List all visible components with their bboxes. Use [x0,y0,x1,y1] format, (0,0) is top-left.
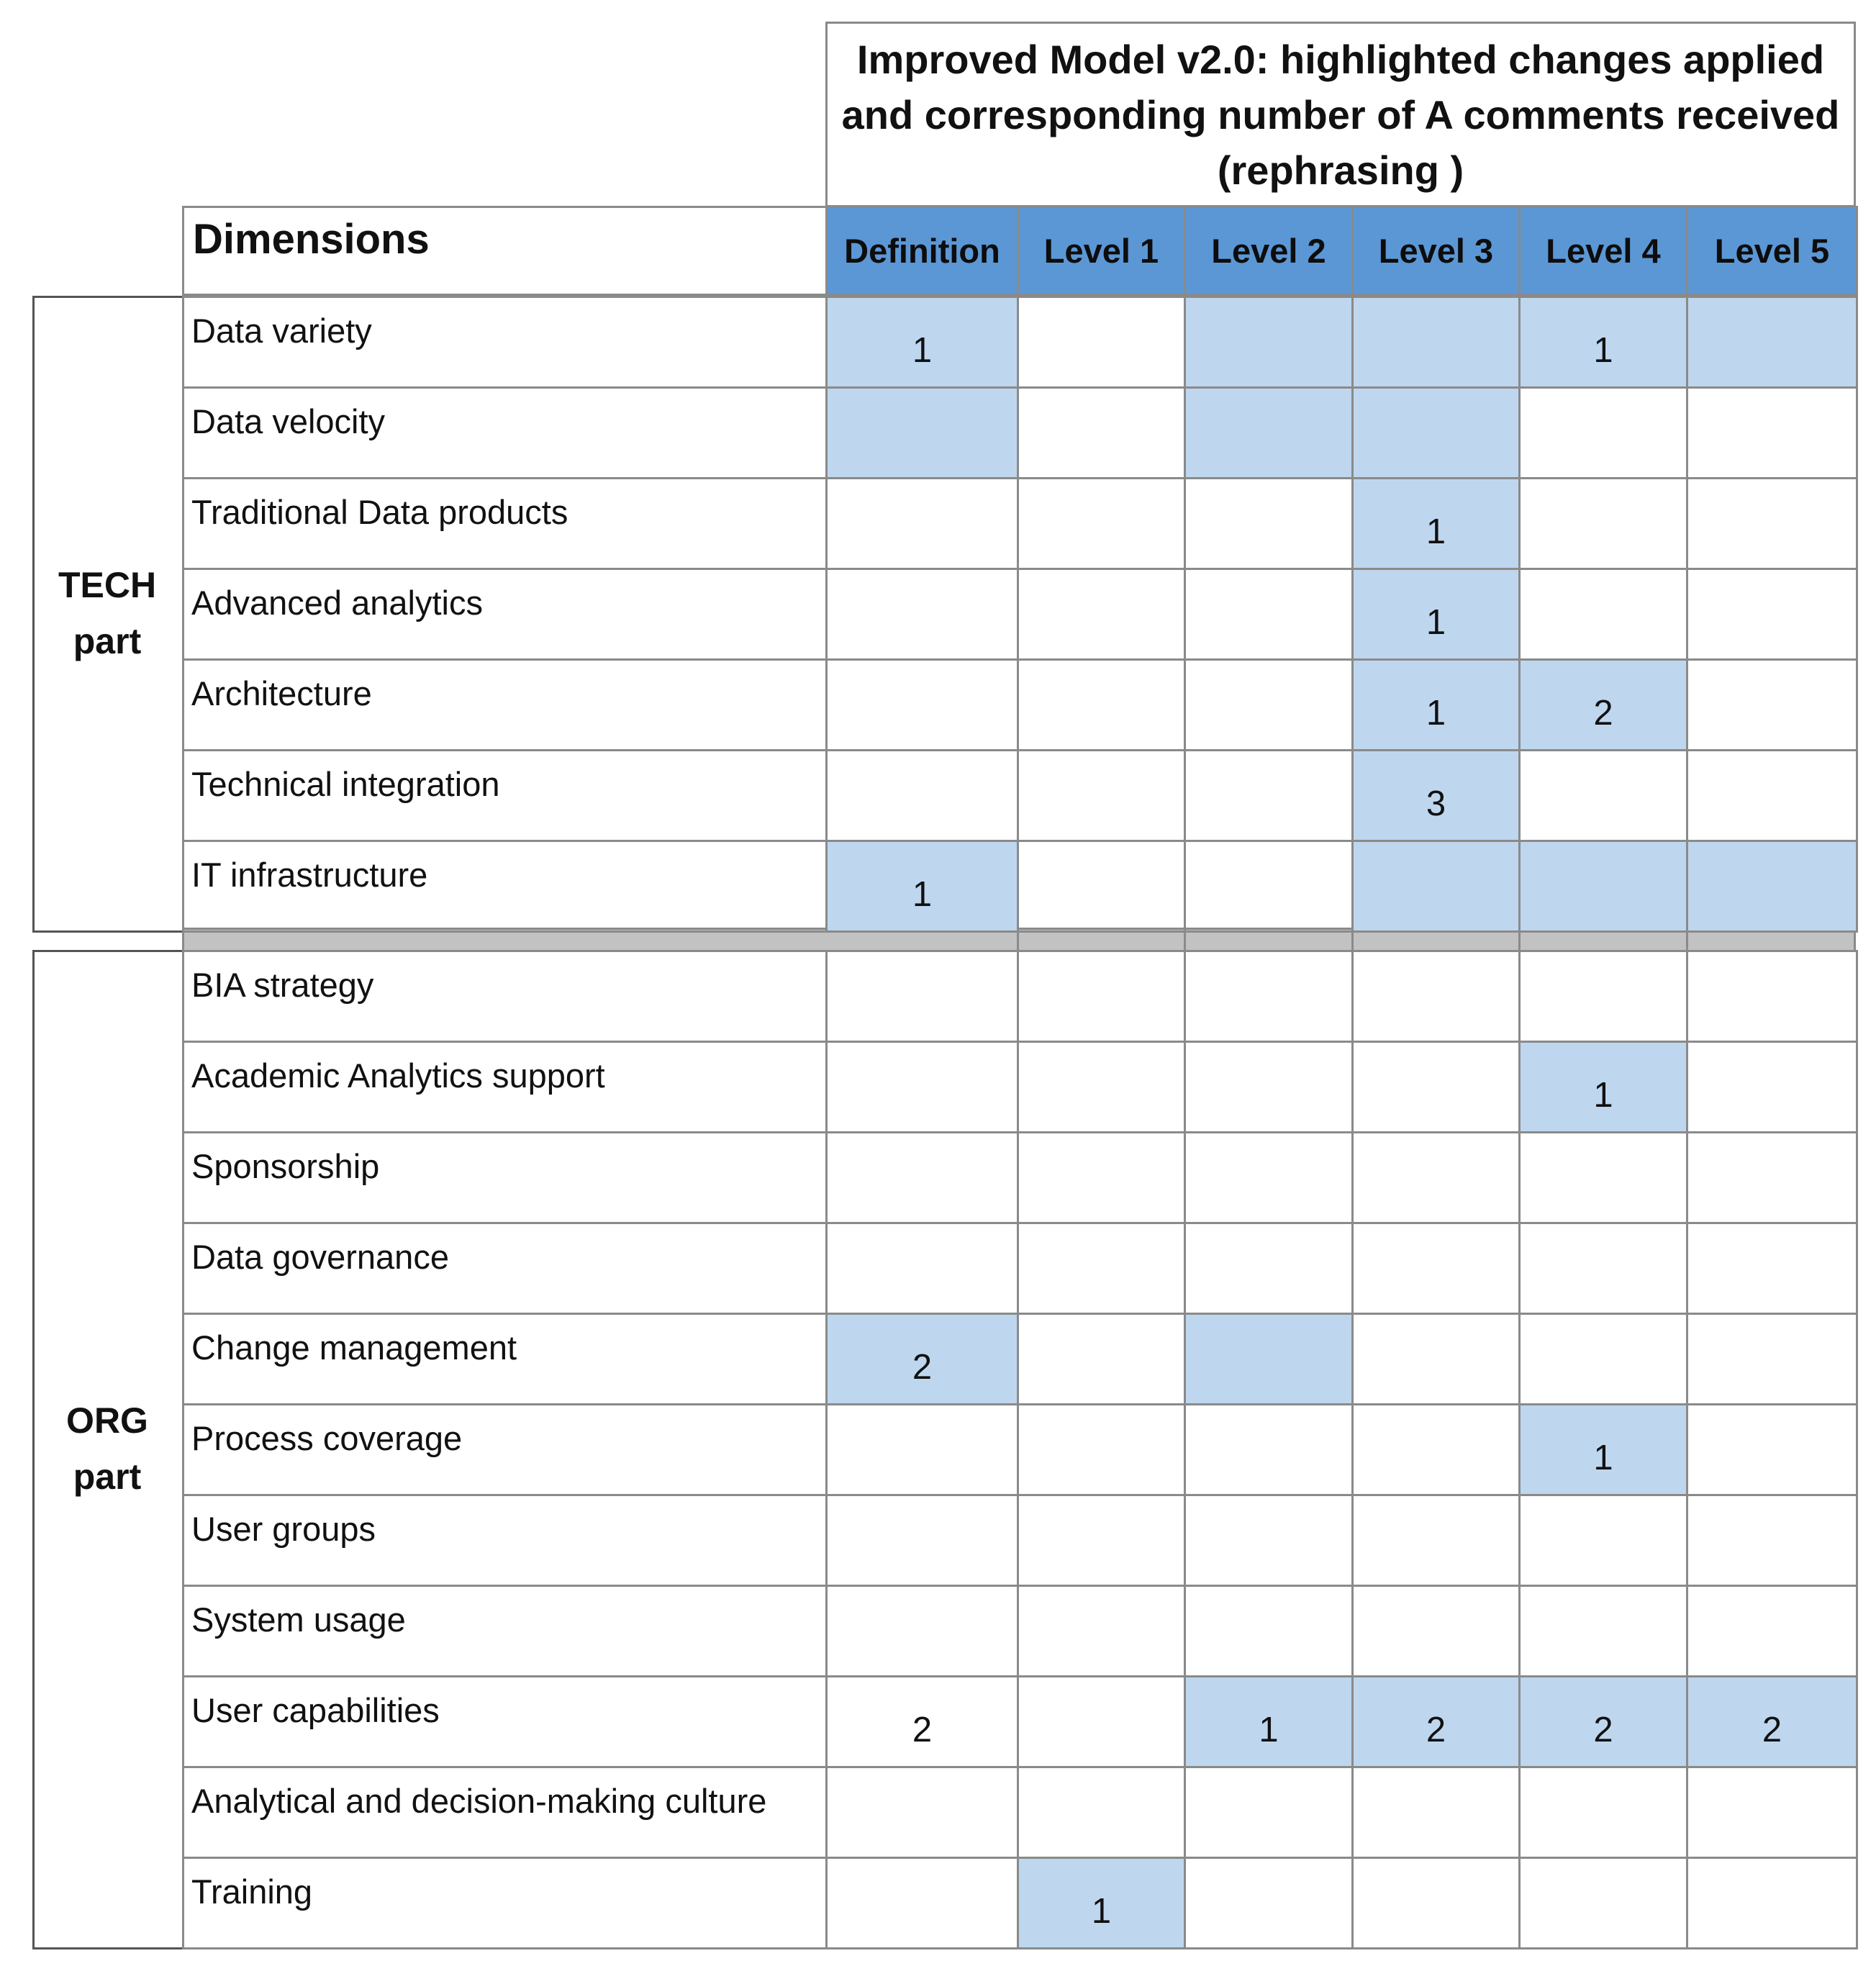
value-cell [1686,749,1858,842]
column-header-level-3: Level 3 [1351,206,1521,296]
value-cell [1184,477,1354,570]
dimension-name: Analytical and decision-making culture [182,1766,828,1859]
value-cell [825,477,1019,570]
value-cell [1017,477,1186,570]
value-cell [1017,658,1186,751]
value-cell [1017,950,1186,1043]
dimension-name: System usage [182,1585,828,1677]
value-cell [1184,1222,1354,1315]
value-cell [1686,1222,1858,1315]
value-cell [1017,1313,1186,1405]
value-cell: 1 [1351,568,1521,661]
value-cell [1184,568,1354,661]
value-cell [1686,568,1858,661]
value-cell [1017,1766,1186,1859]
value-cell [1518,1222,1688,1315]
value-cell [1686,386,1858,479]
value-cell [1518,840,1688,933]
value-cell [1184,749,1354,842]
dimensions-header: Dimensions [182,206,828,296]
value-cell [1686,840,1858,933]
value-cell [1686,477,1858,570]
value-cell [1017,1131,1186,1224]
value-cell [1686,1403,1858,1496]
value-cell [1017,1403,1186,1496]
dimension-name: Sponsorship [182,1131,828,1224]
value-cell: 1 [1351,477,1521,570]
value-cell [825,658,1019,751]
value-cell [1686,1766,1858,1859]
value-cell [1351,1585,1521,1677]
value-cell [1686,1131,1858,1224]
value-cell [1518,749,1688,842]
value-cell [1686,1585,1858,1677]
column-header-definition: Definition [825,206,1019,296]
value-cell [1184,1403,1354,1496]
value-cell [1184,296,1354,389]
value-cell: 1 [1184,1675,1354,1768]
value-cell [1017,1222,1186,1315]
value-cell [1518,1766,1688,1859]
value-cell [1518,477,1688,570]
value-cell: 2 [1518,658,1688,751]
value-cell [825,568,1019,661]
value-cell [1686,950,1858,1043]
value-cell: 3 [1351,749,1521,842]
value-cell [1351,386,1521,479]
value-cell [1017,568,1186,661]
value-cell [1184,386,1354,479]
dimension-name: Traditional Data products [182,477,828,570]
value-cell: 1 [1017,1857,1186,1949]
column-header-level-4: Level 4 [1518,206,1688,296]
value-cell [1518,568,1688,661]
value-cell: 2 [1686,1675,1858,1768]
table-title: Improved Model v2.0: highlighted changes applied and corresponding number of A comments received (rephrasing ) [825,22,1856,207]
value-cell [825,1403,1019,1496]
value-cell [1184,1041,1354,1133]
value-cell [1351,1131,1521,1224]
value-cell [1017,840,1186,933]
value-cell [1351,1222,1521,1315]
dimension-name: BIA strategy [182,950,828,1043]
value-cell: 1 [825,840,1019,933]
value-cell [1351,1403,1521,1496]
value-cell: 1 [1518,1403,1688,1496]
value-cell [825,749,1019,842]
dimension-name: Training [182,1857,828,1949]
value-cell [1184,1131,1354,1224]
value-cell [1184,1766,1354,1859]
dimension-name: Process coverage [182,1403,828,1496]
value-cell: 1 [1518,296,1688,389]
part-label: TECH part [58,565,157,661]
dimension-name: Advanced analytics [182,568,828,661]
value-cell [1518,386,1688,479]
value-cell [1351,1766,1521,1859]
value-cell [1017,1675,1186,1768]
value-cell [1017,386,1186,479]
value-cell [825,386,1019,479]
value-cell [1184,950,1354,1043]
value-cell [825,1131,1019,1224]
dimension-name: Change management [182,1313,828,1405]
value-cell [825,950,1019,1043]
value-cell [825,1766,1019,1859]
dimension-name: Data variety [182,296,828,389]
value-cell: 2 [825,1675,1019,1768]
value-cell [1686,1494,1858,1587]
value-cell [1518,1494,1688,1587]
dimension-name: User capabilities [182,1675,828,1768]
value-cell [825,1585,1019,1677]
dimension-name: Data velocity [182,386,828,479]
dimension-name: Academic Analytics support [182,1041,828,1133]
column-header-level-5: Level 5 [1686,206,1858,296]
value-cell [1184,1313,1354,1405]
value-cell [1351,840,1521,933]
column-header-level-1: Level 1 [1017,206,1186,296]
value-cell [1017,1494,1186,1587]
value-cell [1184,658,1354,751]
value-cell [1017,296,1186,389]
value-cell [1518,1313,1688,1405]
value-cell: 1 [1518,1041,1688,1133]
value-cell [1351,1313,1521,1405]
value-cell [1518,1857,1688,1949]
dimension-name: Data governance [182,1222,828,1315]
value-cell: 1 [825,296,1019,389]
value-cell [1017,1585,1186,1677]
value-cell [1184,1857,1354,1949]
value-cell: 2 [1518,1675,1688,1768]
column-header-level-2: Level 2 [1184,206,1354,296]
value-cell [825,1494,1019,1587]
value-cell [1017,1041,1186,1133]
dimension-name: IT infrastructure [182,840,828,933]
part-label: ORG part [66,1400,148,1497]
value-cell [1686,1857,1858,1949]
value-cell [1184,840,1354,933]
dimension-name: User groups [182,1494,828,1587]
value-cell: 2 [825,1313,1019,1405]
value-cell [1518,1585,1688,1677]
value-cell: 1 [1351,658,1521,751]
value-cell [1518,950,1688,1043]
value-cell [1351,950,1521,1043]
value-cell [1518,1131,1688,1224]
value-cell [825,1222,1019,1315]
value-cell [825,1041,1019,1133]
value-cell [1686,658,1858,751]
value-cell [1351,1857,1521,1949]
value-cell [1017,749,1186,842]
value-cell: 2 [1351,1675,1521,1768]
value-cell [1686,1313,1858,1405]
value-cell [1184,1585,1354,1677]
value-cell [1184,1494,1354,1587]
value-cell [1351,296,1521,389]
dimension-name: Technical integration [182,749,828,842]
value-cell [1351,1494,1521,1587]
value-cell [1686,1041,1858,1133]
dimension-name: Architecture [182,658,828,751]
value-cell [1686,296,1858,389]
value-cell [1351,1041,1521,1133]
value-cell [825,1857,1019,1949]
